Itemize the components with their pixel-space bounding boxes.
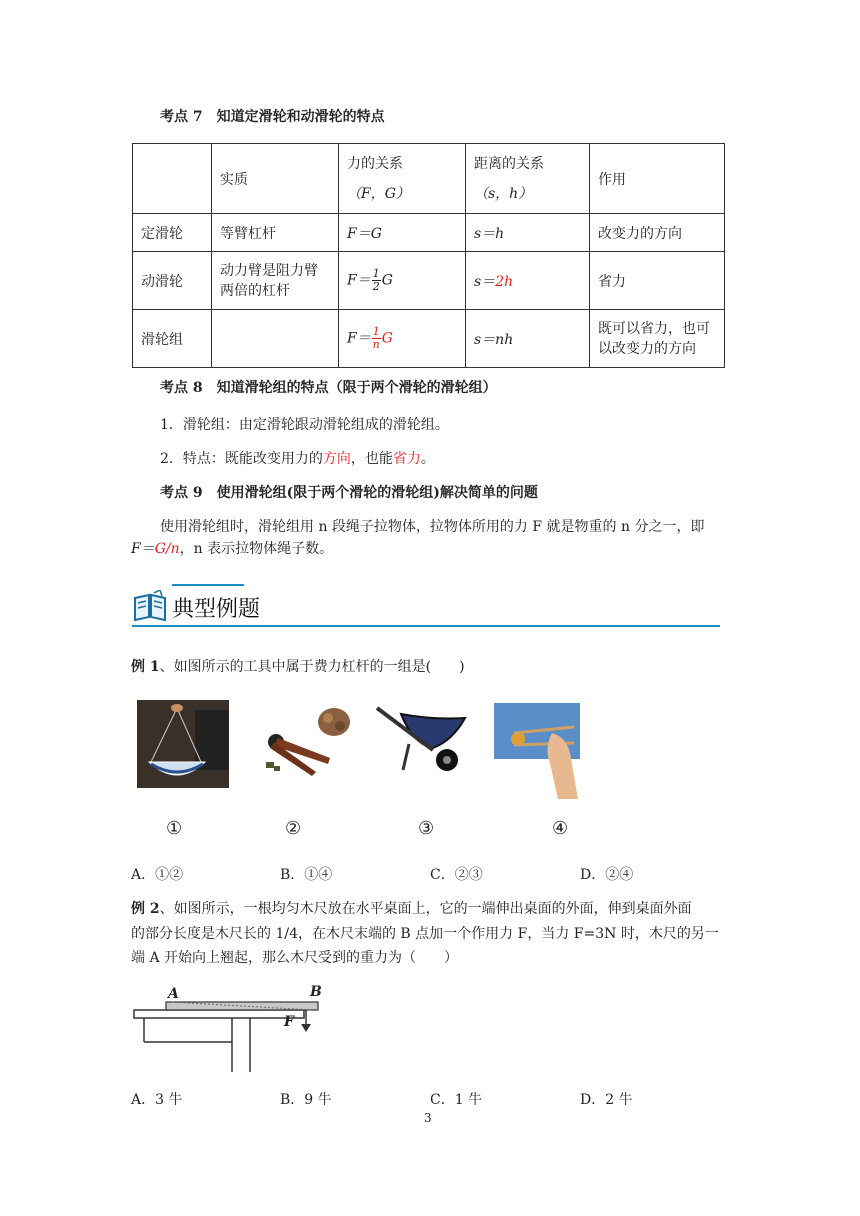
kp8-item2 bbox=[160, 448, 435, 468]
table-row bbox=[133, 310, 725, 368]
header-dist-line1: 距离的关系 bbox=[474, 155, 544, 172]
ruler-diagram bbox=[132, 982, 332, 1072]
page-number: 3 bbox=[424, 1111, 432, 1125]
row-dist bbox=[466, 252, 590, 310]
balance-scale-image bbox=[137, 700, 229, 788]
row-essence: 等臂杠杆 bbox=[212, 214, 339, 252]
row-effect: 省力 bbox=[590, 252, 725, 310]
fraction-numerator: 1 bbox=[372, 325, 380, 338]
pulley-table bbox=[132, 143, 725, 368]
kp9-line2 bbox=[131, 538, 333, 558]
ex2-line2: 的部分长度是木尺长的 1/4，在木尺末端的 B 点加一个作用力 F，当力 F=3N 时，木尺的另一 bbox=[131, 926, 719, 942]
ex2-label: 例 2 bbox=[131, 901, 160, 917]
row-effect: 改变力的方向 bbox=[590, 214, 725, 252]
kp9-formula-pre: F＝ bbox=[131, 541, 155, 557]
ex2-option-c[interactable]: C．1 牛 bbox=[430, 1092, 483, 1108]
ex1-label: 例 1 bbox=[131, 659, 160, 675]
table-row bbox=[133, 214, 725, 252]
ex1-option-d[interactable]: D．②④ bbox=[580, 867, 634, 883]
row-essence bbox=[212, 310, 339, 368]
row-effect-line2: 以改变力的方向 bbox=[598, 340, 696, 357]
kp8-answer-direction: 方向 bbox=[322, 451, 351, 467]
fraction bbox=[372, 326, 381, 351]
ex1-option-a[interactable]: A．①② bbox=[131, 867, 184, 883]
ex1-question bbox=[131, 656, 465, 676]
nutcracker-image bbox=[256, 700, 352, 780]
label-b: B bbox=[310, 984, 322, 1000]
ex2-line1 bbox=[131, 898, 692, 918]
section-top-rule bbox=[172, 584, 244, 586]
kp8-answer-force: 省力 bbox=[392, 451, 421, 467]
kp8-item2-mid: ，也能 bbox=[350, 451, 393, 467]
force-suffix: G bbox=[381, 330, 393, 347]
row-essence-line2: 两倍的杠杆 bbox=[220, 282, 290, 299]
table-row bbox=[133, 252, 725, 310]
force-prefix: F＝ bbox=[347, 330, 371, 347]
caption-3: ③ bbox=[418, 818, 435, 839]
fraction-denominator: n bbox=[372, 338, 380, 351]
row-essence bbox=[212, 252, 339, 310]
tool-image-3 bbox=[373, 700, 473, 780]
dist-answer: 2h bbox=[495, 273, 514, 290]
row-essence-line1: 动力臂是阻力臂 bbox=[220, 262, 318, 279]
caption-1: ① bbox=[166, 818, 183, 839]
label-a: A bbox=[168, 986, 179, 1002]
force-suffix: G bbox=[381, 272, 393, 289]
caption-4: ④ bbox=[552, 818, 569, 839]
kp7-title: 考点 7 知道定滑轮和动滑轮的特点 bbox=[160, 109, 385, 125]
open-book-icon bbox=[132, 590, 168, 622]
row-force bbox=[339, 310, 466, 368]
wheelbarrow-image bbox=[373, 700, 473, 780]
section-bottom-rule bbox=[132, 625, 720, 627]
header-effect: 作用 bbox=[590, 144, 725, 214]
ex1-text: 、如图所示的工具中属于费力杠杆的一组是( ) bbox=[159, 659, 465, 675]
kp9-formula-answer: G/n bbox=[154, 541, 180, 557]
label-f: F bbox=[284, 1014, 294, 1030]
tool-image-1 bbox=[137, 700, 229, 788]
kp9-line1: 使用滑轮组时，滑轮组用 n 段绳子拉物体，拉物体所用的力 F 就是物重的 n 分之一，即 bbox=[160, 519, 705, 535]
row-name: 动滑轮 bbox=[133, 252, 212, 310]
tool-image-2 bbox=[256, 700, 352, 780]
kp8-item1: 1．滑轮组：由定滑轮跟动滑轮组成的滑轮组。 bbox=[160, 417, 449, 433]
header-dist-line2: （s，h） bbox=[474, 185, 533, 202]
section-header bbox=[132, 584, 720, 628]
kp9-title: 考点 9 使用滑轮组(限于两个滑轮的滑轮组)解决简单的问题 bbox=[160, 485, 538, 501]
fraction-numerator: 1 bbox=[372, 267, 380, 280]
header-dist bbox=[466, 144, 590, 214]
ruler-table-figure bbox=[132, 982, 332, 1072]
ex2-option-a[interactable]: A．3 牛 bbox=[131, 1092, 183, 1108]
kp9-line2-post: ，n 表示拉物体绳子数。 bbox=[179, 541, 334, 557]
section-title: 典型例题 bbox=[172, 597, 261, 622]
kp8-item2-post: 。 bbox=[420, 451, 435, 467]
tool-image-4 bbox=[494, 703, 580, 799]
ex2-line3: 端 A 开始向上翘起，那么木尺受到的重力为（ ） bbox=[131, 950, 459, 966]
row-effect bbox=[590, 310, 725, 368]
ex1-option-c[interactable]: C．②③ bbox=[430, 867, 483, 883]
header-force-line2: （F，G） bbox=[347, 185, 410, 202]
kp8-title: 考点 8 知道滑轮组的特点（限于两个滑轮的滑轮组） bbox=[160, 380, 497, 396]
row-effect-line1: 既可以省力，也可 bbox=[598, 320, 710, 337]
header-force-line1: 力的关系 bbox=[347, 155, 403, 172]
row-dist: s＝nh bbox=[466, 310, 590, 368]
force-prefix: F＝ bbox=[347, 272, 371, 289]
row-force: F＝G bbox=[339, 214, 466, 252]
table-header-row bbox=[133, 144, 725, 214]
dist-prefix: s＝ bbox=[474, 273, 496, 290]
row-force bbox=[339, 252, 466, 310]
chopsticks-image bbox=[494, 703, 580, 799]
ex1-option-b[interactable]: B．①④ bbox=[280, 867, 333, 883]
ex2-option-b[interactable]: B．9 牛 bbox=[280, 1092, 332, 1108]
row-name: 定滑轮 bbox=[133, 214, 212, 252]
row-name: 滑轮组 bbox=[133, 310, 212, 368]
table-corner-cell bbox=[133, 144, 212, 214]
fraction-denominator: 2 bbox=[372, 280, 380, 293]
header-essence: 实质 bbox=[212, 144, 339, 214]
kp8-item2-pre: 2．特点：既能改变用力的 bbox=[160, 451, 323, 467]
row-dist: s＝h bbox=[466, 214, 590, 252]
header-force bbox=[339, 144, 466, 214]
fraction bbox=[372, 268, 381, 293]
ex2-text1: 、如图所示，一根均匀木尺放在水平桌面上，它的一端伸出桌面的外面，伸到桌面外面 bbox=[159, 901, 692, 917]
caption-2: ② bbox=[285, 818, 302, 839]
ex2-option-d[interactable]: D．2 牛 bbox=[580, 1092, 633, 1108]
